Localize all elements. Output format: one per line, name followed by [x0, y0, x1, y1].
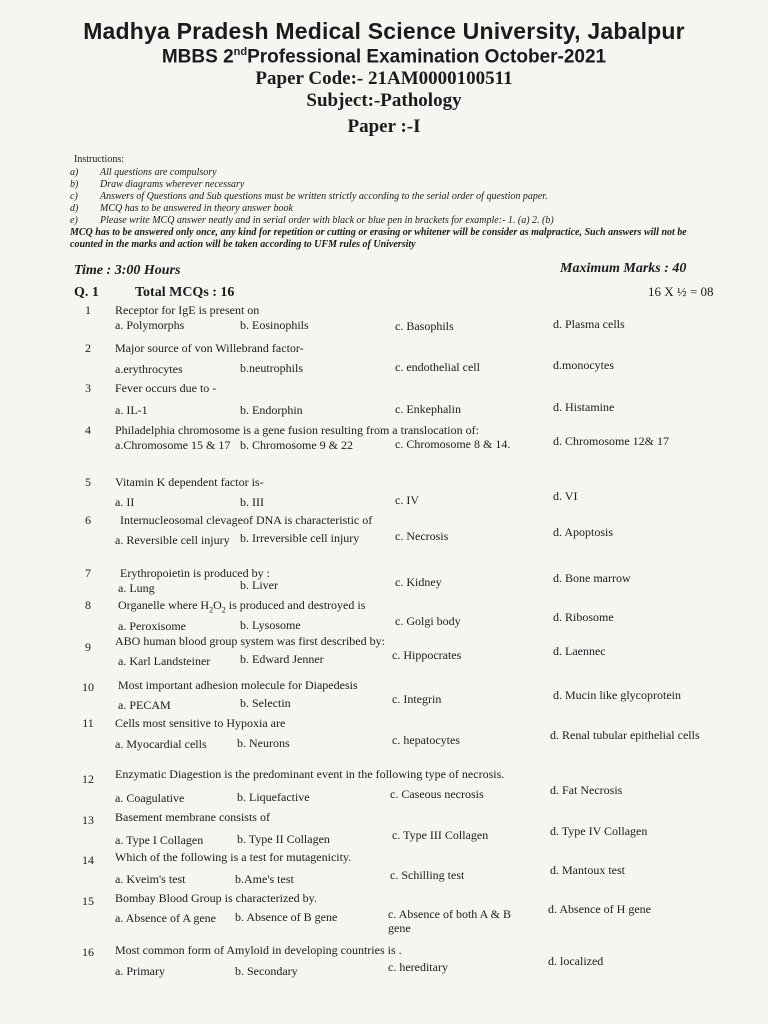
option-d: d. Type IV Collagen — [550, 824, 648, 838]
option-b: b. Chromosome 9 & 22 — [240, 438, 353, 452]
question-text: Basement membrane consists of — [115, 810, 270, 824]
question-number: 7 — [85, 566, 91, 580]
option-a: a. PECAM — [118, 698, 171, 712]
question-number: 10 — [82, 680, 94, 694]
option-c: c. hepatocytes — [392, 733, 460, 747]
option-d: d. localized — [548, 954, 604, 968]
question-number: 15 — [82, 894, 94, 908]
question-text: Organelle where $H_2O_2$ is produced and destroyed is — [118, 598, 366, 615]
question-text: Bombay Blood Group is characterized by. — [115, 891, 317, 905]
question-text: Fever occurs due to - — [115, 381, 217, 395]
option-b: b.neutrophils — [240, 361, 303, 375]
question-text: Enzymatic Diagestion is the predominant event in the following type of necrosis. — [115, 767, 505, 781]
question-number: 12 — [82, 772, 94, 786]
question-number: 3 — [85, 381, 91, 395]
option-c: c. Absence of both A & B gene — [388, 907, 511, 935]
instruction-item: e) Please write MCQ answer neatly and in serial order with black or blue pen in brackets for example:- 1. (a) 2. (b) — [70, 215, 554, 226]
option-a: a. IL-1 — [115, 403, 148, 417]
option-c: c. Chromosome 8 & 14. — [395, 437, 511, 451]
option-d: d.monocytes — [553, 358, 614, 372]
question-text: Internucleosomal clevageof DNA is characteristic of — [120, 513, 373, 527]
option-c: c. Caseous necrosis — [390, 787, 484, 801]
option-a: a. Myocardial cells — [115, 737, 207, 751]
option-d: d. VI — [553, 489, 578, 503]
question-number: 4 — [85, 423, 91, 437]
option-d: d. Plasma cells — [553, 317, 625, 331]
option-a: a. II — [115, 495, 135, 509]
option-a: a. Reversible cell injury — [115, 533, 230, 547]
option-d: d. Mucin like glycoprotein — [553, 688, 681, 702]
instruction-item: c) Answers of Questions and Sub questions must be written strictly according to the serial order of question paper. — [70, 191, 548, 202]
question-number: 8 — [85, 598, 91, 612]
option-b: b. Liver — [240, 578, 278, 592]
total-mcqs: Total MCQs : 16 — [135, 285, 235, 300]
instruction-item: b) Draw diagrams wherever necessary — [70, 179, 245, 190]
option-a: a. Type I Collagen — [115, 833, 204, 847]
option-b: b.Ame's test — [235, 872, 294, 886]
option-d: d. Ribosome — [553, 610, 614, 624]
option-b: b. Irreversible cell injury — [240, 531, 360, 545]
question-number: 1 — [85, 303, 91, 317]
option-b: b. Neurons — [237, 736, 290, 750]
option-c: c. Schilling test — [390, 868, 465, 882]
option-d: d. Mantoux test — [550, 863, 625, 877]
question-text: Receptor for IgE is present on — [115, 303, 260, 317]
exam-prefix: MBBS 2 — [161, 46, 234, 68]
option-d: d. Laennec — [553, 644, 606, 658]
option-c: c. hereditary — [388, 960, 448, 974]
exam-time: Time : 3:00 Hours — [74, 263, 181, 278]
option-d: d. Renal tubular epithelial cells — [550, 728, 700, 742]
option-b: b. Liquefactive — [237, 790, 310, 804]
question-text: Erythropoietin is produced by : — [120, 566, 270, 580]
option-c: c. Type III Collagen — [392, 828, 489, 842]
question-number: 6 — [85, 513, 91, 527]
option-b: b. Lysosome — [240, 618, 301, 632]
option-d: d. Absence of H gene — [548, 902, 651, 916]
question-number: 11 — [82, 716, 94, 730]
option-c: c. Necrosis — [395, 529, 449, 543]
instruction-item: a) All questions are compulsory — [70, 167, 217, 178]
option-d: d. Bone marrow — [553, 571, 631, 585]
exam-sup: nd — [233, 46, 248, 58]
option-b: b. III — [240, 495, 264, 509]
option-a: a. Karl Landsteiner — [118, 654, 211, 668]
question-label: Q. 1 — [74, 285, 99, 300]
marks-calculation: 16 X ½ = 08 — [648, 284, 714, 299]
question-text: Most important adhesion molecule for Diapedesis — [118, 678, 358, 692]
option-b: b. Selectin — [240, 696, 291, 710]
option-a: a. Kveim's test — [115, 872, 186, 886]
question-number: 5 — [85, 475, 91, 489]
option-b: b. Endorphin — [240, 403, 303, 417]
question-text: ABO human blood group system was first described by: — [115, 634, 385, 648]
question-text: Philadelphia chromosome is a gene fusion resulting from a translocation of: — [115, 423, 479, 437]
option-c: c. Golgi body — [395, 614, 461, 628]
question-number: 9 — [85, 640, 91, 654]
option-d: d. Apoptosis — [553, 525, 614, 539]
option-c: c. Basophils — [395, 319, 454, 333]
question-text: Which of the following is a test for mutagenicity. — [115, 850, 352, 864]
option-a: a. Polymorphs — [115, 318, 185, 332]
option-c: c. Enkephalin — [395, 402, 461, 416]
subject: Subject:-Pathology — [306, 90, 462, 111]
option-a: a. Primary — [115, 964, 165, 978]
option-a: a. Absence of A gene — [115, 911, 216, 925]
exam-title — [0, 46, 768, 68]
option-b: b. Absence of B gene — [235, 910, 338, 924]
exam-suffix: Professional Examination October-2021 — [247, 46, 607, 68]
max-marks: Maximum Marks : 40 — [560, 261, 687, 276]
question-text: Major source of von Willebrand factor- — [115, 341, 304, 355]
option-a: a. Peroxisome — [118, 619, 186, 633]
option-b: b. Edward Jenner — [240, 652, 324, 666]
question-text: Cells most sensitive to Hypoxia are — [115, 716, 286, 730]
question-number: 14 — [82, 853, 94, 867]
question-number: 16 — [82, 945, 94, 959]
option-b: b. Type II Collagen — [237, 832, 330, 846]
option-c: c. IV — [395, 493, 419, 507]
option-b: b. Secondary — [235, 964, 298, 978]
question-text: Most common form of Amyloid in developing countries is . — [115, 943, 402, 957]
option-c: c. Hippocrates — [392, 648, 462, 662]
option-d: d. Fat Necrosis — [550, 783, 623, 797]
option-c: c. Integrin — [392, 692, 442, 706]
option-a: a.erythrocytes — [115, 362, 183, 376]
instruction-item: d) MCQ has to be answered in theory answer book — [70, 203, 293, 214]
option-b: b. Eosinophils — [240, 318, 309, 332]
question-number: 13 — [82, 813, 94, 827]
instruction-warning: MCQ has to be answered only once, any kind for repetition or cutting or erasing or whitener will be consider as malpractice, Such answers will not be counted in the marks and action will be taken according to UFM rules of University — [70, 227, 687, 250]
question-number: 2 — [85, 341, 91, 355]
option-a: a. Lung — [118, 581, 155, 595]
option-c: c. endothelial cell — [395, 360, 480, 374]
option-a: a. Coagulative — [115, 791, 185, 805]
instructions-heading: Instructions: — [74, 154, 124, 165]
option-a: a.Chromosome 15 & 17 — [115, 438, 231, 452]
option-d: d. Histamine — [553, 400, 615, 414]
option-d: d. Chromosome 12& 17 — [553, 434, 669, 448]
paper-number: Paper :-I — [347, 116, 421, 137]
university-title: Madhya Pradesh Medical Science University, Jabalpur — [83, 18, 685, 44]
paper-code: Paper Code:- 21AM0000100511 — [255, 68, 513, 89]
question-text: Vitamin K dependent factor is- — [115, 475, 264, 489]
option-c: c. Kidney — [395, 575, 442, 589]
